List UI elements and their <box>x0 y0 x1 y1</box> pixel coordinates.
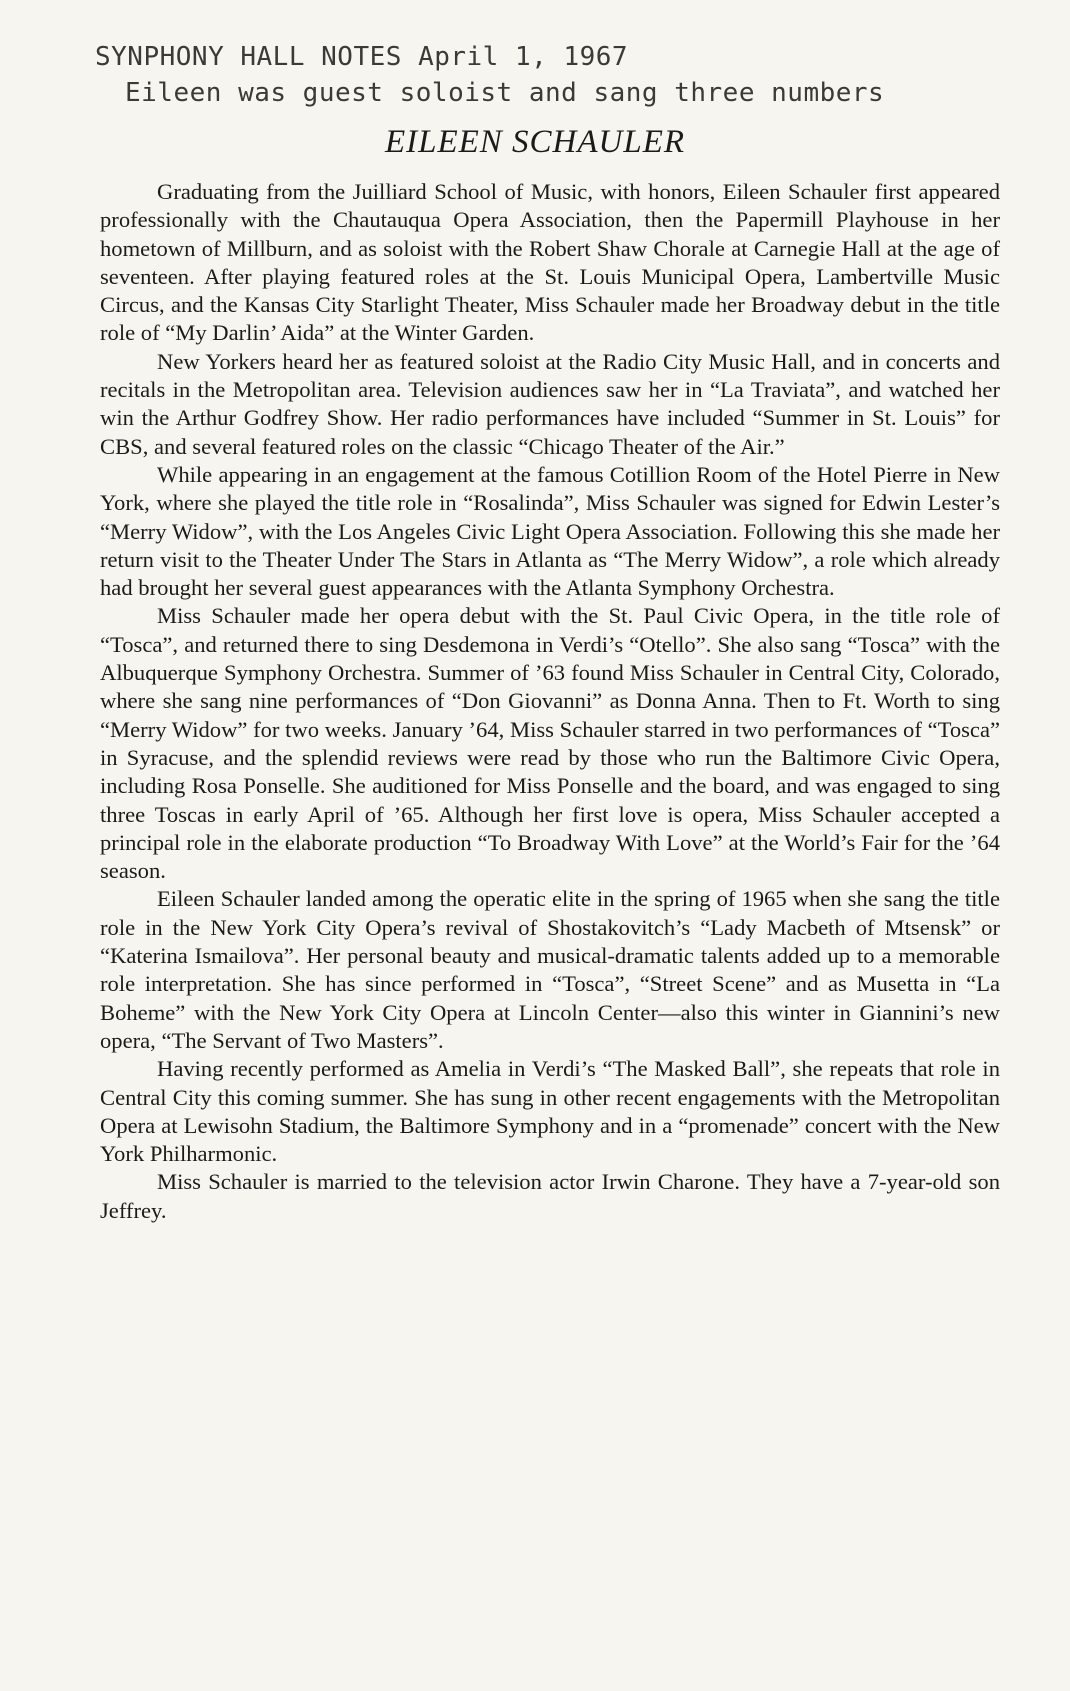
typed-note-line: Eileen was guest soloist and sang three numbers <box>125 78 885 108</box>
typed-header-line: SYNPHONY HALL NOTES April 1, 1967 <box>95 42 629 72</box>
paragraph: Graduating from the Juilliard School of Music, with honors, Eileen Schauler first appeared professionally with the Chautauqua Opera Association, then the Papermill Playhouse in her hometown of Millburn, and as soloist with the Robert Shaw Chorale at Carnegie Hall at the age of seventeen. After playing featured roles at the St. Louis Municipal Opera, Lambertville Music Circus, and the Kansas City Starlight Theater, Miss Schauler made her Broadway debut in the title role of “My Darlin’ Aida” at the Winter Garden. <box>100 179 1000 346</box>
article-title: EILEEN SCHAULER <box>384 124 686 160</box>
paragraph: Miss Schauler is married to the television actor Irwin Charone. They have a 7-year-old son Jeffrey. <box>100 1169 1000 1223</box>
paragraph: New Yorkers heard her as featured soloist at the Radio City Music Hall, and in concerts and recitals in the Metropolitan area. Television audiences saw her in “La Traviata”, and watched her win the Arthur Godfrey Show. Her radio performances have included “Summer in St. Louis” for CBS, and several featured roles on the classic “Chicago Theater of the Air.” <box>100 348 1000 459</box>
paragraph: Miss Schauler made her opera debut with the St. Paul Civic Opera, in the title role of “Tosca”, and returned there to sing Desdemona in Verdi’s “Otello”. She also sang “Tosca” with the Albuquerque Symphony Orchestra. Summer of ’63 found Miss Schauler in Central City, Colorado, where she sang nine performances of “Don Giovanni” as Donna Anna. Then to Ft. Worth to sing “Merry Widow” for two weeks. January ’64, Miss Schauler starred in two performances of “Tosca” in Syracuse, and the splendid reviews were read by those who run the Baltimore Civic Opera, including Rosa Ponselle. She auditioned for Miss Ponselle and the board, and was engaged to sing three Toscas in early April of ’65. Although her first love is opera, Miss Schauler accepted a principal role in the elaborate production “To Broadway With Love” at the World’s Fair for the ’64 season. <box>100 603 1000 884</box>
article-body <box>100 178 1000 1225</box>
paragraph: Having recently performed as Amelia in Verdi’s “The Masked Ball”, she repeats that role in Central City this coming summer. She has sung in other recent engagements with the Metropolitan Opera at Lewisohn Stadium, the Baltimore Symphony and in a “promenade” concert with the New York Philharmonic. <box>100 1056 1000 1167</box>
paragraph: While appearing in an engagement at the famous Cotillion Room of the Hotel Pierre in New York, where she played the title role in “Rosalinda”, Miss Schauler was signed for Edwin Lester’s “Merry Widow”, with the Los Angeles Civic Light Opera Association. Following this she made her return visit to the Theater Under The Stars in Atlanta as “The Merry Widow”, a role which already had brought her several guest appearances with the Atlanta Symphony Orchestra. <box>100 461 1000 601</box>
paragraph: Eileen Schauler landed among the operatic elite in the spring of 1965 when she sang the title role in the New York City Opera’s revival of Shostakovitch’s “Lady Macbeth of Mtsensk” or “Katerina Ismailova”. Her personal beauty and musical-dramatic talents added up to a memorable role interpretation. She has since performed in “Tosca”, “Street Scene” and as Musetta in “La Boheme” with the New York City Opera at Lincoln Center—also this winter in Giannini’s new opera, “The Servant of Two Masters”. <box>100 886 1000 1053</box>
